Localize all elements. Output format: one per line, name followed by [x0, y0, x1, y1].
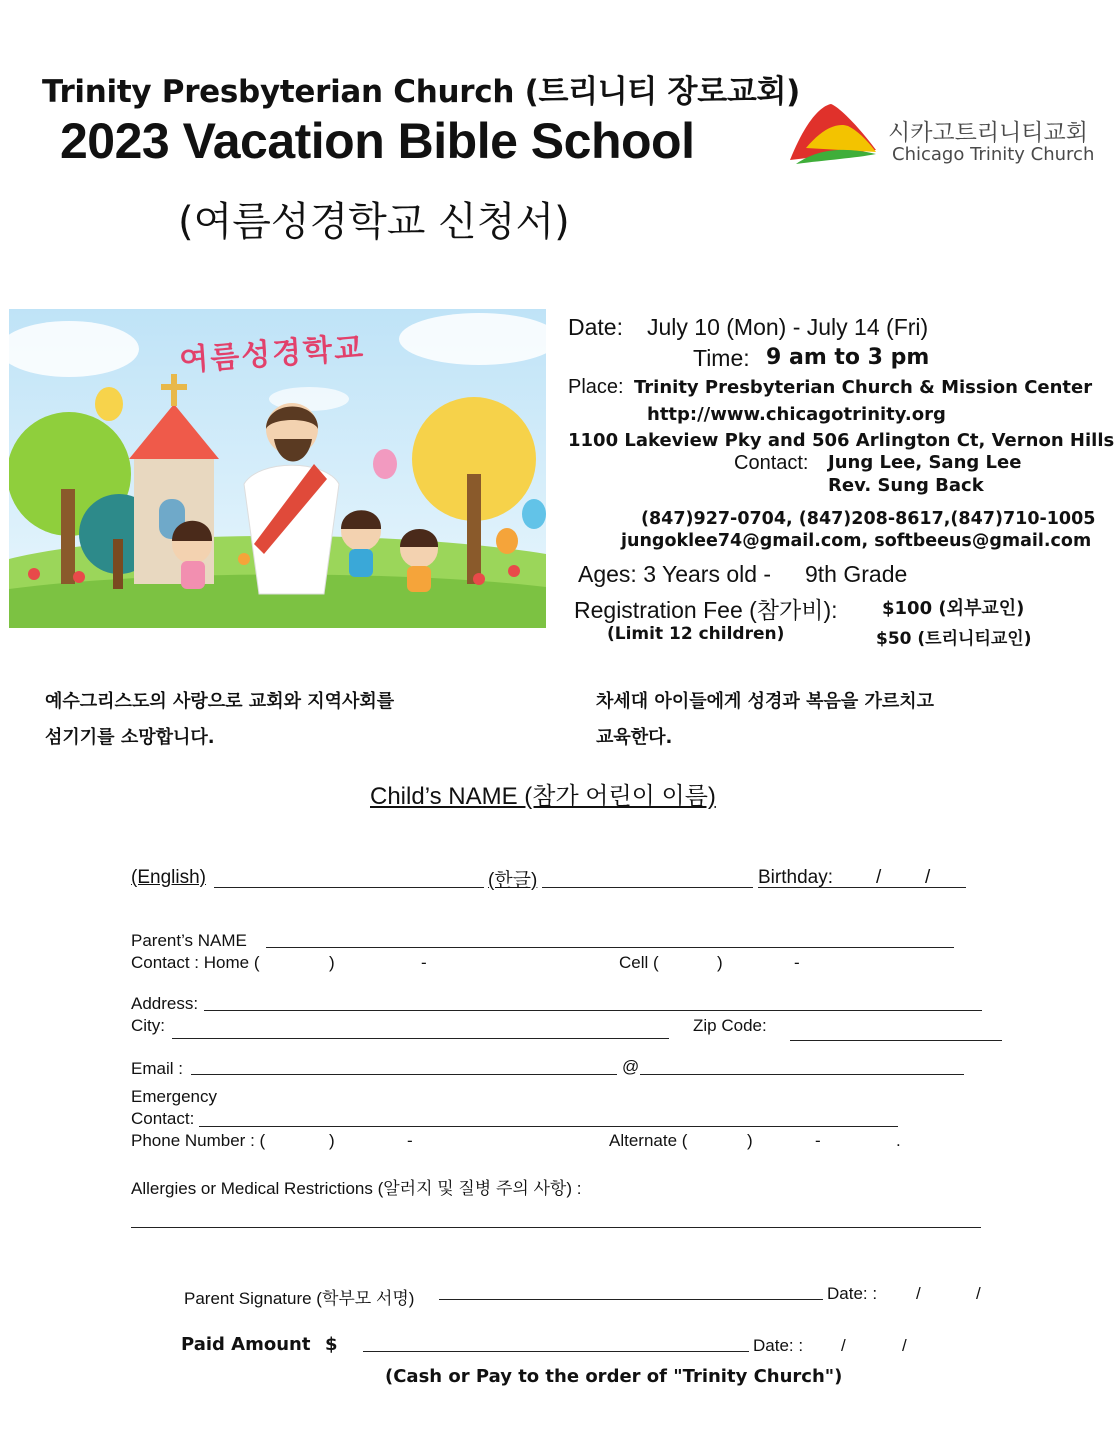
birthday-field[interactable] — [758, 887, 966, 888]
address-label: Address: — [131, 994, 199, 1013]
address-text: 1100 Lakeview Pky and 506 Arlington Ct, Vernon Hills — [568, 430, 1114, 451]
english-name-label: (English) — [131, 867, 206, 888]
signature-label: Parent Signature (학부모 서명) — [184, 1289, 415, 1308]
birthday-label: Birthday: — [758, 867, 833, 888]
time-value: 9 am to 3 pm — [766, 345, 930, 370]
cell-dash: - — [794, 953, 800, 972]
dollar-sign: $ — [325, 1334, 338, 1355]
church-logo — [786, 100, 1095, 175]
vbs-illustration — [9, 309, 546, 628]
parent-name-label: Parent’s NAME — [131, 931, 247, 950]
page-title: 2023 Vacation Bible School — [60, 113, 695, 169]
fee-label: Registration Fee (참가비): — [574, 597, 838, 623]
alternate-dash: - — [815, 1131, 821, 1150]
date-label: Date: — [568, 314, 623, 340]
contact-phones: (847)927-0704, (847)208-8617,(847)710-1005 — [641, 509, 1096, 529]
email-at: @ — [622, 1057, 640, 1076]
phone-label: Phone Number : ( — [131, 1131, 266, 1150]
emergency-contact-label: Contact: — [131, 1109, 195, 1128]
allergies-label: Allergies or Medical Restrictions (알러지 및 질병 주의 사항) : — [131, 1179, 582, 1198]
korean-name-label: (한글) — [488, 870, 538, 891]
zip-field[interactable] — [790, 1040, 1002, 1041]
banner-title: 여름성경학교 — [178, 330, 367, 379]
birthday-slash-1: / — [876, 867, 882, 888]
home-dash: - — [421, 953, 427, 972]
logo-english-text: Chicago Trinity Church — [892, 144, 1095, 165]
time-label: Time: — [693, 345, 750, 371]
english-name-field[interactable] — [214, 887, 484, 888]
church-logo-icon — [786, 100, 881, 170]
ages-value: 9th Grade — [805, 561, 908, 587]
paid-amount-field[interactable] — [363, 1351, 749, 1352]
allergies-field[interactable] — [131, 1227, 981, 1228]
cell-close-paren: ) — [717, 953, 723, 972]
email-user-field[interactable] — [191, 1074, 617, 1075]
phone-close-paren: ) — [329, 1131, 335, 1150]
mission-left-line2: 섬기기를 소망합니다. — [45, 727, 215, 748]
paid-date-label: Date: : — [753, 1336, 804, 1355]
paid-amount-label: Paid Amount — [181, 1334, 311, 1355]
child-name-heading: Child’s NAME (참가 어린이 이름) — [370, 783, 716, 810]
contact-rev: Rev. Sung Back — [828, 475, 984, 496]
korean-name-field[interactable] — [542, 887, 753, 888]
city-label: City: — [131, 1016, 165, 1035]
alternate-close-paren: ) — [747, 1131, 753, 1150]
church-name: Trinity Presbyterian Church (트리니티 장로교회) — [42, 74, 801, 110]
contact-names: Jung Lee, Sang Lee — [828, 452, 1022, 473]
home-close-paren: ) — [329, 953, 335, 972]
logo-korean-text: 시카고트리니티교회 — [888, 120, 1088, 146]
signature-date-slash-2: / — [976, 1284, 981, 1303]
signature-date-label: Date: : — [827, 1284, 878, 1303]
limit-note: (Limit 12 children) — [607, 624, 785, 644]
mission-right-line2: 교육한다. — [596, 727, 673, 748]
cell-label: Cell ( — [619, 953, 659, 972]
paid-date-slash-1: / — [841, 1336, 846, 1355]
parent-name-field[interactable] — [266, 947, 954, 948]
emergency-label: Emergency — [131, 1087, 217, 1106]
birthday-slash-2: / — [925, 867, 931, 888]
zip-label: Zip Code: — [693, 1016, 767, 1035]
alternate-period: . — [896, 1131, 901, 1150]
signature-date-slash-1: / — [916, 1284, 921, 1303]
email-domain-field[interactable] — [640, 1074, 964, 1075]
address-field[interactable] — [204, 1010, 982, 1011]
contact-home-label: Contact : Home ( — [131, 953, 260, 972]
contact-label: Contact: — [734, 452, 809, 474]
city-field[interactable] — [172, 1038, 669, 1039]
fee-outside: $100 (외부교인) — [882, 598, 1025, 619]
alternate-label: Alternate ( — [609, 1131, 688, 1150]
phone-dash: - — [407, 1131, 413, 1150]
website-link[interactable]: http://www.chicagotrinity.org — [647, 404, 946, 425]
place-label: Place: — [568, 376, 624, 398]
paid-date-slash-2: / — [902, 1336, 907, 1355]
emergency-contact-field[interactable] — [199, 1126, 898, 1127]
page-subtitle: (여름성경학교 신청서) — [178, 199, 570, 245]
date-value: July 10 (Mon) - July 14 (Fri) — [647, 314, 929, 340]
fee-member: $50 (트리니티교인) — [876, 629, 1032, 649]
contact-emails: jungoklee74@gmail.com, softbeeus@gmail.com — [621, 531, 1092, 551]
place-value: Trinity Presbyterian Church & Mission Center — [634, 377, 1093, 398]
ages-label: Ages: 3 Years old - — [578, 561, 772, 587]
signature-field[interactable] — [439, 1299, 823, 1300]
payment-note: (Cash or Pay to the order of "Trinity Church") — [385, 1366, 843, 1387]
mission-right-line1: 차세대 아이들에게 성경과 복음을 가르치고 — [596, 691, 935, 712]
mission-left-line1: 예수그리스도의 사랑으로 교회와 지역사회를 — [45, 691, 395, 712]
email-label: Email : — [131, 1059, 183, 1078]
